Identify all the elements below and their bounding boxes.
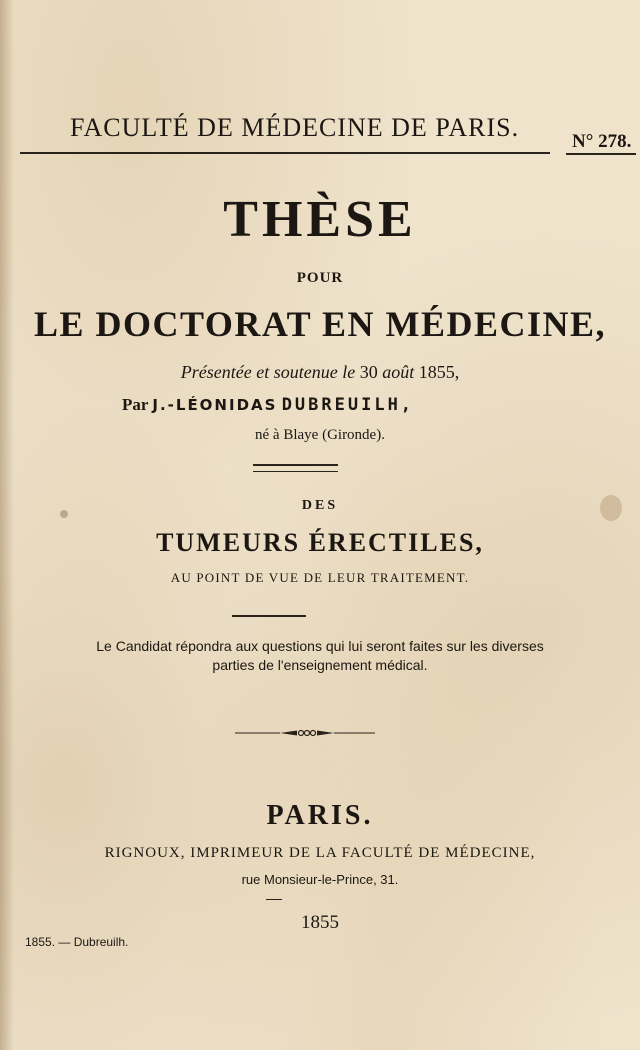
presentation-month: août xyxy=(382,362,415,382)
pour-label: POUR xyxy=(296,270,344,286)
author-line xyxy=(122,395,414,415)
presentation-year: 1855, xyxy=(418,362,460,382)
faculty-header: FACULTÉ DE MÉDECINE DE PARIS. xyxy=(70,113,520,142)
header-rule xyxy=(20,152,550,154)
thesis-number: N° 278. xyxy=(572,131,632,152)
author-birthplace: né à Blaye (Gironde). xyxy=(255,427,385,443)
ornamental-divider xyxy=(235,727,375,739)
imprint-note: 1855. — Dubreuilh. xyxy=(25,935,129,949)
small-rule xyxy=(266,899,282,900)
section-rule xyxy=(232,615,306,617)
subject-subtitle: AU POINT DE VUE DE LEUR TRAITEMENT. xyxy=(170,570,470,585)
presentation-line xyxy=(0,362,640,383)
subject-title: TUMEURS ÉRECTILES, xyxy=(156,528,484,557)
presentation-day: 30 xyxy=(359,362,378,382)
publication-year: 1855 xyxy=(301,912,339,933)
des-label: DES xyxy=(301,498,339,513)
presentation-prefix: Présentée et soutenue le xyxy=(180,362,356,382)
double-rule xyxy=(253,464,338,472)
publisher-city: PARIS. xyxy=(266,800,374,831)
candidate-note: Le Candidat répondra aux questions qui lui seront faites sur les diverses parties de l'enseignement médical. xyxy=(96,638,544,673)
author-surname: DUBREUILH, xyxy=(281,395,415,415)
page-edge-shadow xyxy=(0,0,14,1050)
printer-name: RIGNOUX, IMPRIMEUR DE LA FACULTÉ DE MÉDECINE, xyxy=(104,845,536,861)
thesis-title: THÈSE xyxy=(223,191,417,248)
number-rule xyxy=(566,153,636,155)
author-first-name: J.-LÉONIDAS xyxy=(152,396,278,414)
doctorate-title: LE DOCTORAT EN MÉDECINE, xyxy=(33,304,607,344)
author-par: Par xyxy=(122,395,149,414)
printer-address: rue Monsieur-le-Prince, 31. xyxy=(241,872,399,887)
